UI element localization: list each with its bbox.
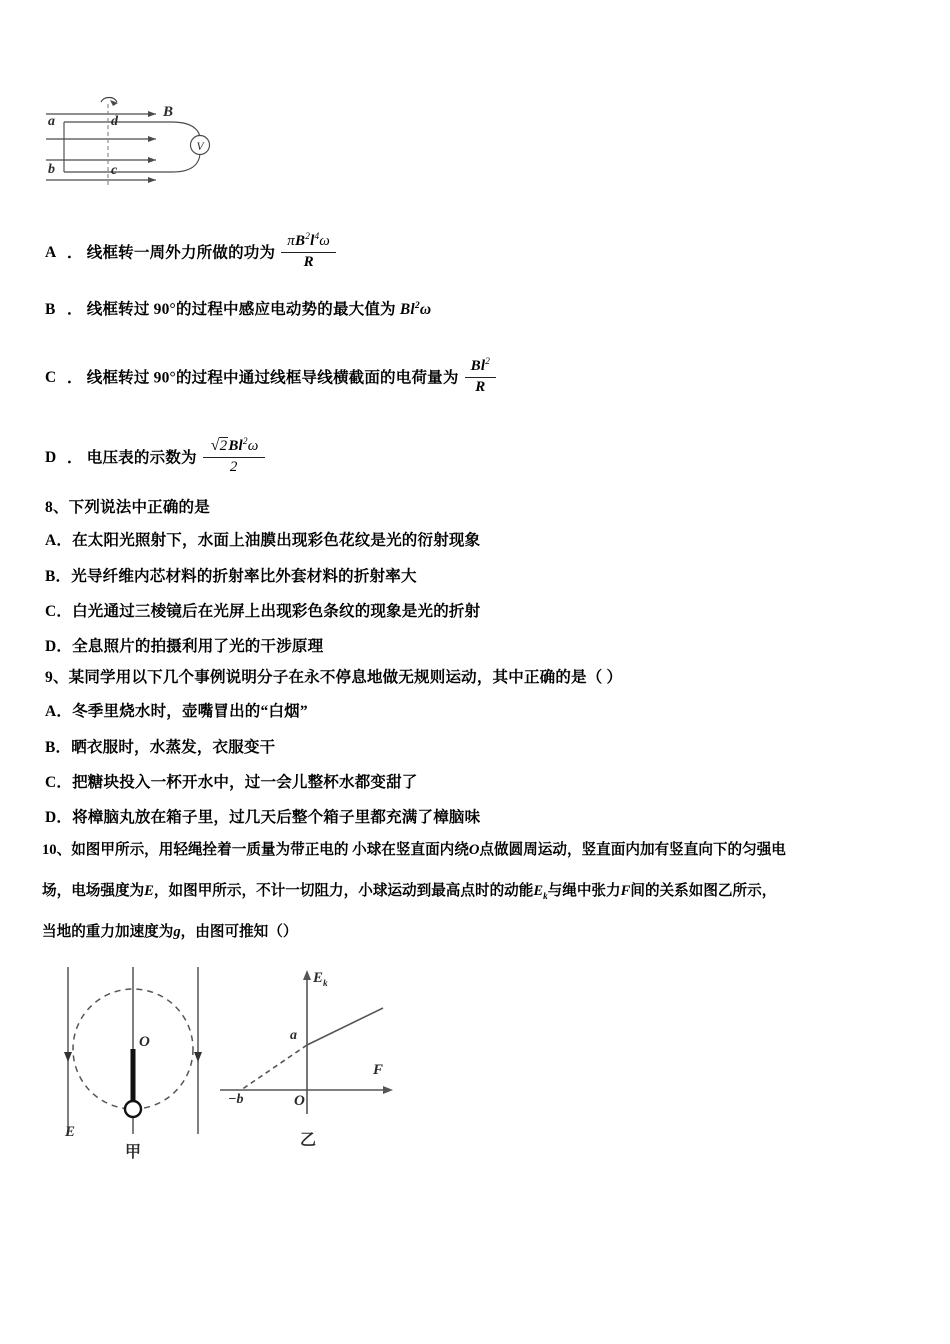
q8-option-a [45, 533, 480, 549]
q9-option-c [45, 775, 418, 791]
q10-line2-part-d: 间的关系如图乙所示， [630, 883, 777, 899]
q10-line3-part-a: 当地的重力加速度为 [42, 924, 174, 940]
figure-rotating-coil [40, 92, 230, 187]
q7-option-b-text: 线框转过 90°的过程中感应电动势的最大值为 [86, 301, 396, 319]
q9-option-b-label: B． [45, 739, 72, 756]
q8-option-d-text: 全息照片的拍摄利用了光的干涉原理 [72, 638, 324, 655]
q9-option-a-label: A． [45, 703, 73, 720]
q9-option-d-label: D． [45, 809, 73, 826]
coil-label-a: a [48, 114, 55, 129]
yi-y-intercept-label: a [290, 1028, 297, 1043]
svg-text:V: V [196, 141, 204, 153]
q7-option-a: A ． 线框转一周外力所做的功为 $\frac{\pi B^2l^4\omega}{R}$ [45, 232, 338, 271]
q10-line1-part-b: 点做圆周运动，竖直面内加有竖直向下的匀强电 [479, 842, 786, 858]
q7-option-b-formula: Bl$^2$ω [399, 300, 432, 319]
yi-axis-label-F: F [373, 1062, 384, 1078]
q10-line3-part-b: ，由图可推知（） [180, 924, 298, 940]
q9-option-b [45, 740, 275, 756]
coil-label-d: d [111, 114, 118, 129]
q10-var-g: g [173, 924, 181, 940]
q10-var-E: E [144, 883, 154, 899]
q7-option-c-label: C [45, 369, 57, 387]
q9-option-c-text: 把糖块投入一杯开水中，过一会儿整杯水都变甜了 [72, 774, 418, 791]
q10-line2-part-a: 场，电场强度为 [42, 883, 145, 899]
q10-var-Ek: E [533, 883, 544, 899]
q8-option-b [45, 569, 417, 585]
q10-var-O: O [468, 842, 480, 858]
q9-stem: 9、某同学用以下几个事例说明分子在永不停息地做无规则运动，其中正确的是（ ） [45, 669, 623, 686]
q7-option-c-formula: $\frac{Bl^2}{R}$ [465, 357, 496, 396]
jia-label-O: O [139, 1034, 150, 1050]
q10-line1-part-a: 10、如图甲所示，用轻绳拴着一质量为带正电的 小球在竖直面内绕 [42, 842, 469, 858]
q7-option-a-label: A [45, 244, 57, 262]
q8-option-b-label: B． [45, 568, 72, 585]
q7-option-c: C ． 线框转过 90°的过程中通过线框导线横截面的电荷量为 $\frac{Bl^2}{R}$ [45, 357, 498, 396]
coil-label-B: B [163, 104, 174, 120]
q7-option-c-text: 线框转过 90°的过程中通过线框导线横截面的电荷量为 [86, 369, 459, 387]
q10-stem-line1 [42, 843, 786, 858]
q8-option-c-label: C． [45, 603, 73, 620]
q8-option-d [45, 639, 323, 655]
q10-var-F: F [620, 883, 631, 899]
q10-stem-line3 [42, 925, 297, 940]
q10-var-Ek-sub: k [543, 890, 548, 901]
q8-option-a-text: 在太阳光照射下，水面上油膜出现彩色花纹是光的衍射现象 [72, 532, 481, 549]
q10-stem-line2 [42, 884, 776, 901]
q7-option-a-text: 线框转一周外力所做的功为 [86, 244, 276, 262]
yi-axis-label-Ek: $E_k$ [313, 970, 328, 989]
q7-option-d: D ． 电压表的示数为 $\frac{√2Bl^2\omega}{2}$ [45, 437, 267, 476]
q8-option-a-label: A． [45, 532, 73, 549]
q7-option-a-formula: $\frac{\pi B^2l^4\omega}{R}$ [281, 232, 336, 271]
jia-label-E: E [65, 1124, 76, 1140]
coil-label-c: c [111, 163, 118, 178]
figure-yi [215, 962, 415, 1157]
q9-option-c-label: C． [45, 774, 73, 791]
jia-caption: 甲 [125, 1142, 142, 1161]
q9-option-a-text: 冬季里烧水时，壶嘴冒出的“白烟” [72, 703, 308, 720]
q8-option-b-text: 光导纤维内芯材料的折射率比外套材料的折射率大 [71, 568, 417, 585]
q7-option-d-formula: $\frac{√2Bl^2\omega}{2}$ [203, 437, 265, 476]
q7-option-d-text: 电压表的示数为 [86, 449, 197, 467]
q9-option-a [45, 704, 308, 720]
q8-option-c-text: 白光通过三棱镜后在光屏上出现彩色条纹的现象是光的折射 [72, 603, 481, 620]
q8-option-c [45, 604, 480, 620]
q9-option-b-text: 晒衣服时，水蒸发，衣服变干 [71, 739, 276, 756]
yi-x-intercept-label: −b [228, 1092, 244, 1107]
q10-line2-part-c: 与绳中张力 [547, 883, 621, 899]
q8-option-d-label: D． [45, 638, 73, 655]
q7-option-b: B ． 线框转过 90°的过程中感应电动势的最大值为 Bl$^2$ω [45, 300, 432, 319]
yi-caption: 乙 [300, 1130, 317, 1149]
q9-option-d [45, 810, 480, 826]
q7-option-b-label: B [45, 301, 56, 319]
figure-jia [55, 952, 215, 1161]
q9-option-d-text: 将樟脑丸放在箱子里，过几天后整个箱子里都充满了樟脑味 [72, 809, 481, 826]
coil-label-b: b [48, 162, 55, 177]
yi-origin-label: O [294, 1093, 305, 1109]
q8-stem: 8、下列说法中正确的是 [45, 499, 210, 516]
q10-line2-part-b: ，如图甲所示，不计一切阻力，小球运动到最高点时的动能 [153, 883, 534, 899]
q7-option-d-label: D [45, 449, 57, 467]
